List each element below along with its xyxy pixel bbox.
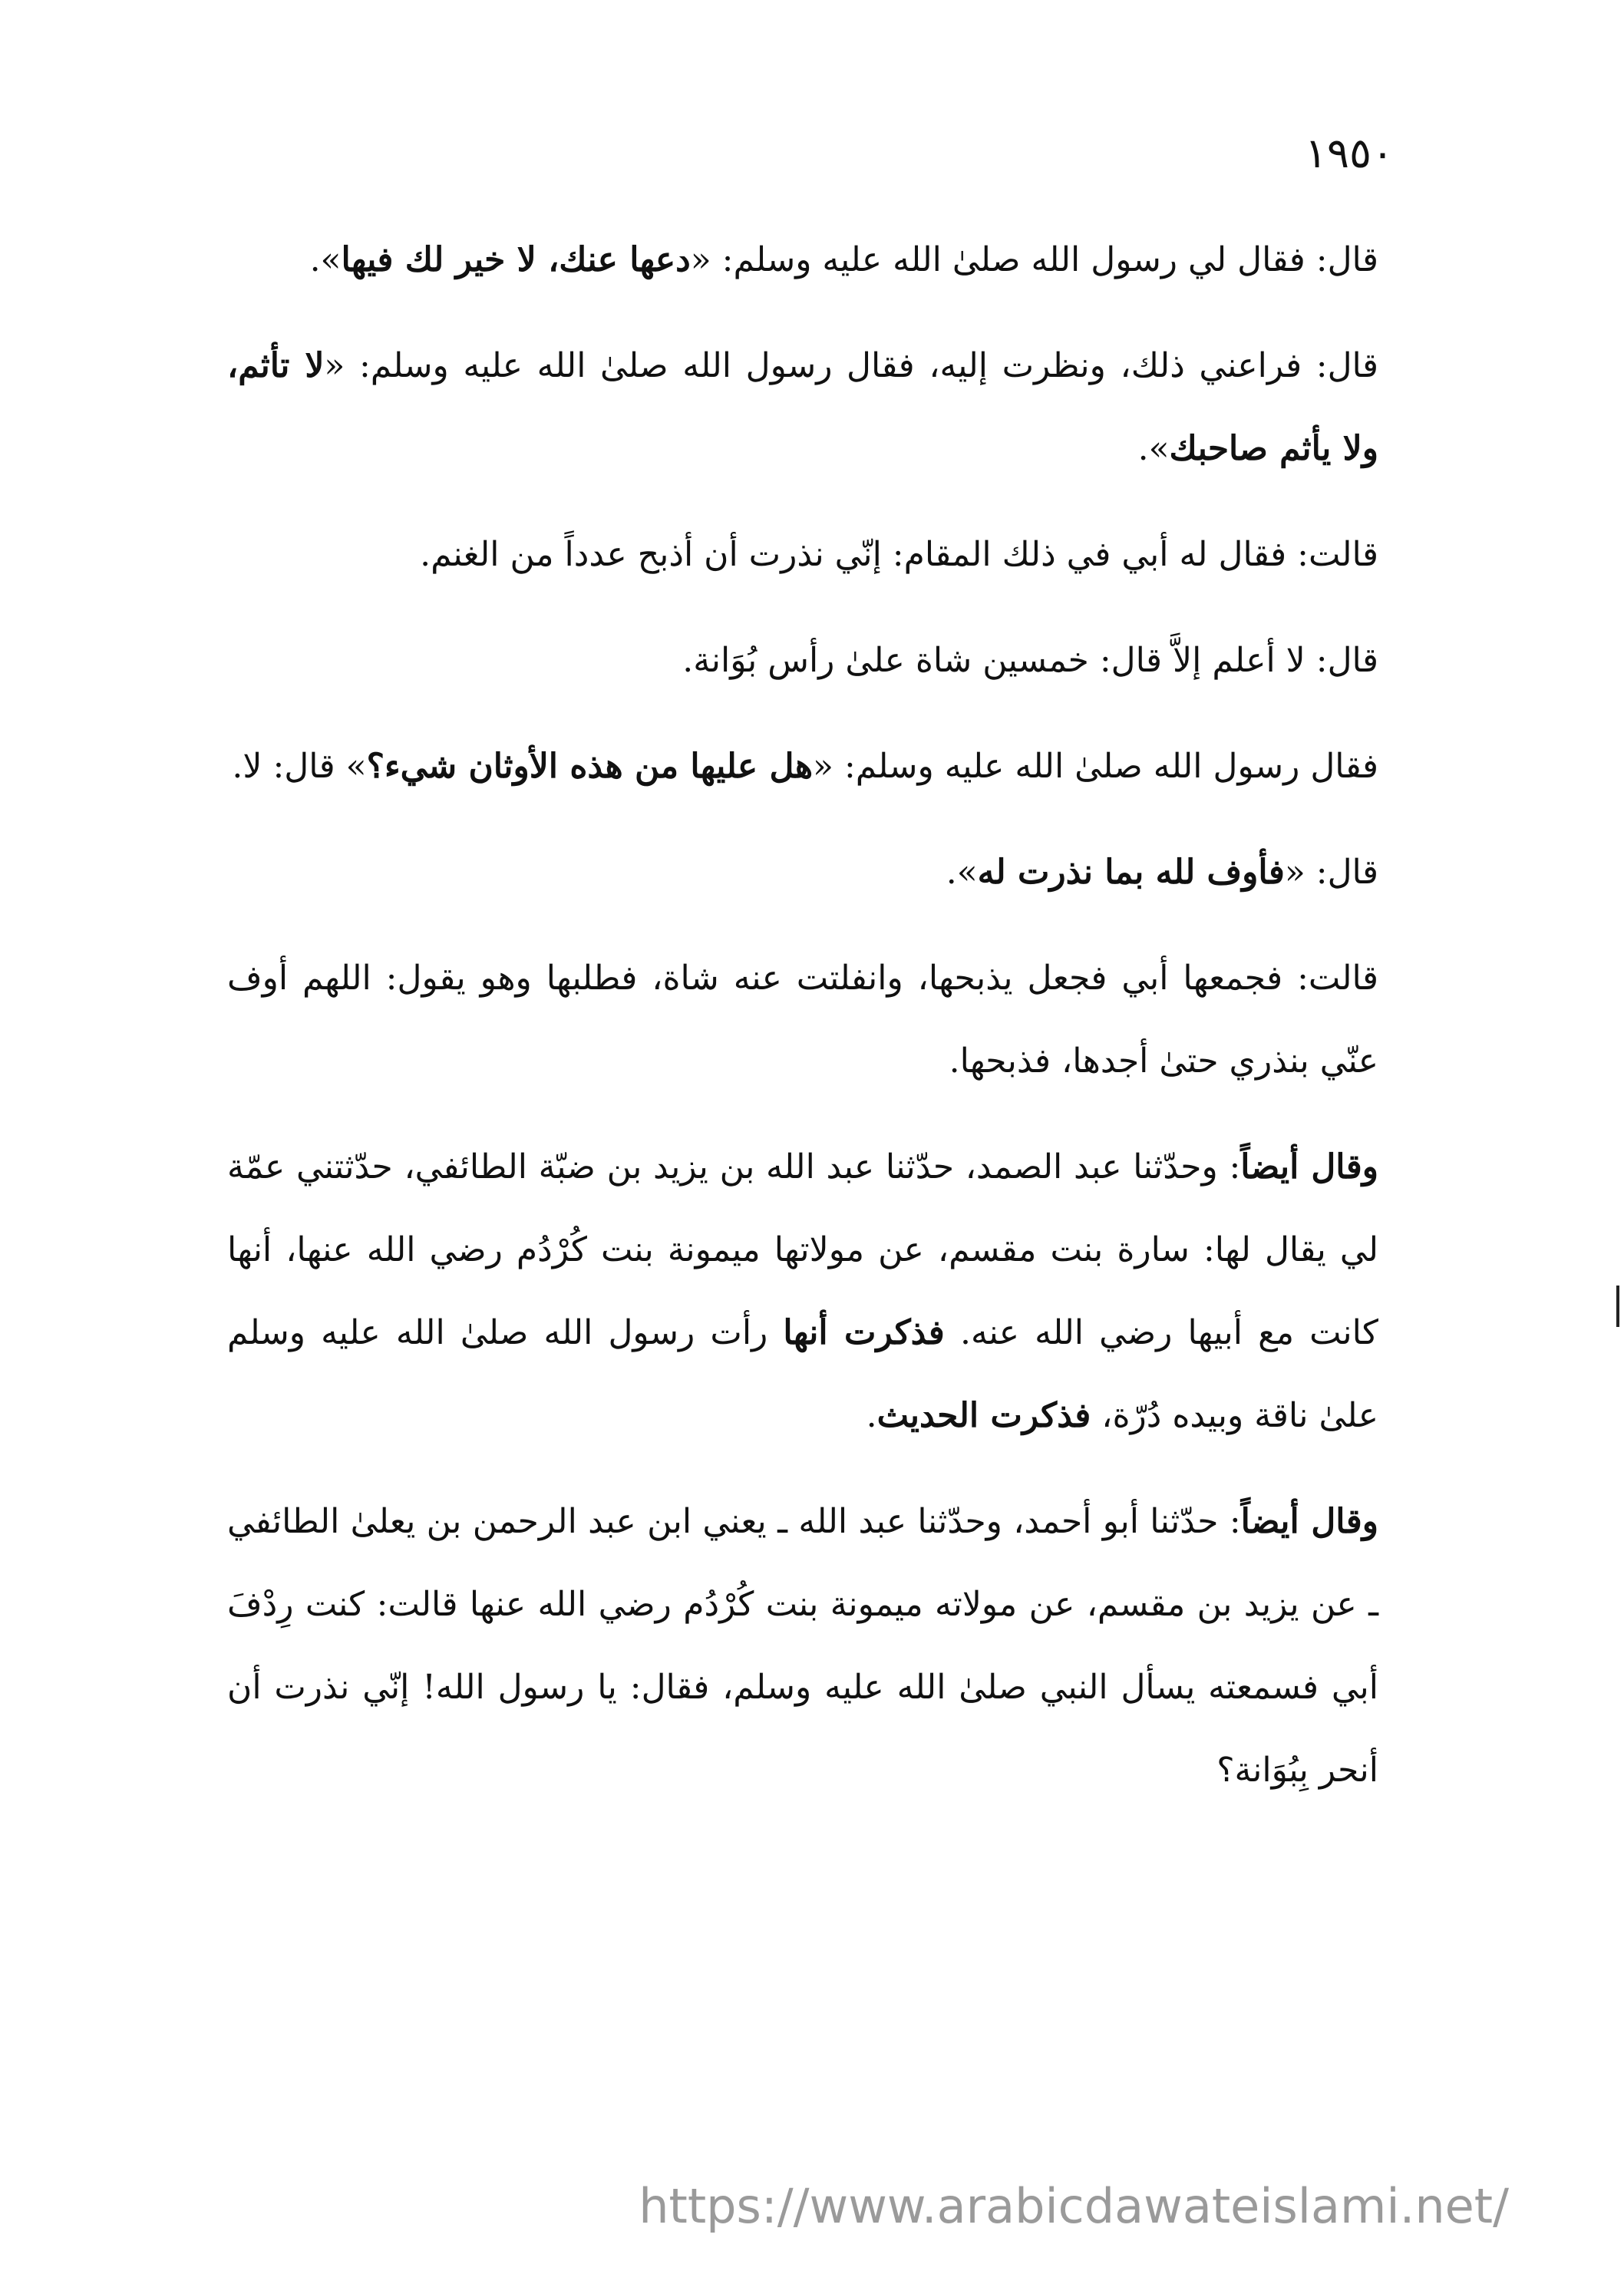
paragraph-1	[227, 219, 1378, 302]
text-run: قال: فقال لي رسول الله صلىٰ الله عليه وسلم: «	[690, 240, 1378, 279]
text-run-bold: فذكرت الحديث	[876, 1396, 1091, 1435]
text-run: ».	[309, 240, 342, 279]
text-run: قالت: فجمعها أبي فجعل يذبحها، وانفلتت عنه شاة، فطلبها وهو يقول: اللهم أوف عنّي بنذري حتىٰ أجدها، فذبحها.	[227, 959, 1378, 1081]
paragraph-4	[227, 619, 1378, 702]
text-run-bold: وقال أيضاً	[1240, 1502, 1378, 1541]
text-run-bold: فذكرت أنها	[783, 1313, 945, 1352]
text-run-bold: لا تأثم، ولا يأثم صاحبك	[227, 346, 1378, 468]
paragraph-9	[227, 1480, 1378, 1812]
text-run: » قال: لا.	[232, 747, 367, 786]
text-run: رأت رسول الله صلىٰ الله عليه وسلم علىٰ ناقة وبيده دُرّة،	[227, 1313, 1378, 1435]
paragraph-8	[227, 1126, 1378, 1457]
text-run: ».	[1137, 429, 1170, 468]
text-run: قال: فراعني ذلك، ونظرت إليه، فقال رسول الله صلىٰ الله عليه وسلم: «	[324, 346, 1378, 385]
paragraph-3	[227, 513, 1378, 596]
text-run: فقال رسول الله صلىٰ الله عليه وسلم: «	[813, 747, 1378, 786]
text-run-bold: وقال أيضاً	[1240, 1147, 1378, 1187]
paragraph-5	[227, 725, 1378, 808]
page-number: ١٩٥٠	[1304, 129, 1394, 177]
text-run: قال: «	[1284, 853, 1378, 892]
paragraph-7	[227, 937, 1378, 1103]
text-run-bold: دعها عنك، لا خير لك فيها	[341, 240, 691, 279]
watermark-url: https://www.arabicdawateislami.net/	[639, 2178, 1509, 2234]
text-run: قالت: فقال له أبي في ذلك المقام: إنّي نذرت أن أذبح عدداً من الغنم.	[420, 535, 1378, 574]
text-run: .	[866, 1396, 877, 1435]
text-run: قال: لا أعلم إلاَّ قال: خمسين شاة علىٰ رأس بُوَانة.	[682, 641, 1378, 680]
text-run: : حدّثنا أبو أحمد، وحدّثنا عبد الله ـ يعني ابن عبد الرحمن بن يعلىٰ الطائفي ـ عن يزيد بن مقسم، عن مولاته ميمونة بنت كُرْدُم رضي الله عنها قالت: كنت رِدْفَ أبي فسمعته يسأل النبي صلىٰ الله عليه وسلم، فقال: يا رسول الله! إنّي نذرت أن أنحر بِبُوَانة؟	[227, 1502, 1378, 1790]
paragraph-6	[227, 831, 1378, 914]
text-run-bold: فأوف لله بما نذرت له	[977, 853, 1285, 892]
page-body	[227, 219, 1378, 1835]
page-edge-mark	[1616, 1286, 1619, 1327]
paragraph-2	[227, 325, 1378, 490]
text-run: ».	[946, 853, 978, 892]
text-run-bold: هل عليها من هذه الأوثان شيء؟	[366, 747, 814, 786]
text-run: : وحدّثنا عبد الصمد، حدّثنا عبد الله بن يزيد بن ضبّة الطائفي، حدّثتني عمّة لي يقال لها: سارة بنت مقسم، عن مولاتها ميمونة بنت كُرْدُم رضي الله عنها، أنها كانت مع أبيها رضي الله عنه.	[227, 1147, 1378, 1352]
